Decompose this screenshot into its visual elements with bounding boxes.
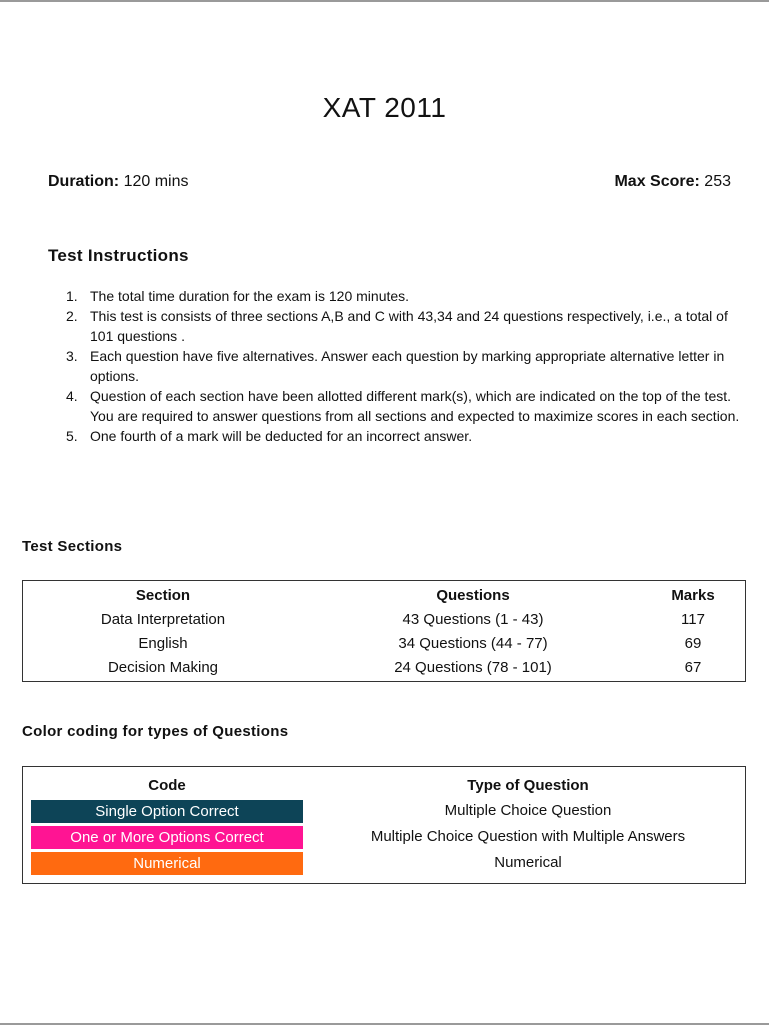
instructions-heading: Test Instructions xyxy=(48,246,189,265)
duration-label: Duration: xyxy=(48,173,120,190)
test-sections-heading: Test Sections xyxy=(22,538,123,555)
question-type: Multiple Choice Question with Multiple Answers xyxy=(370,828,686,845)
column-header-code: Code xyxy=(148,777,186,794)
instruction-text: One fourth of a mark will be deducted for an incorrect answer. xyxy=(90,428,473,444)
duration-value: 120 mins xyxy=(123,173,189,190)
instruction-item xyxy=(66,306,740,346)
section-name: English xyxy=(138,635,188,652)
instruction-number: 1. xyxy=(66,288,78,304)
section-name: Decision Making xyxy=(107,659,219,676)
instruction-item xyxy=(66,286,740,306)
question-type: Numerical xyxy=(494,854,562,871)
instructions-list xyxy=(66,286,740,446)
section-questions: 34 Questions (44 - 77) xyxy=(398,635,548,652)
instruction-number: 4. xyxy=(66,388,78,404)
instruction-text: Question of each section have been allotted different mark(s), which are indicated on the top of the test. You are required to answer questions from all sections and expected to maximize scores in each section. xyxy=(90,388,740,424)
code-chip-single-option: Single Option Correct xyxy=(31,800,303,823)
column-header-questions: Questions xyxy=(436,587,510,604)
duration xyxy=(48,173,188,191)
code-chip-numerical: Numerical xyxy=(31,852,303,875)
max-score-label: Max Score: xyxy=(614,173,700,190)
question-type: Multiple Choice Question xyxy=(444,802,612,819)
code-chip-multiple-options: One or More Options Correct xyxy=(31,826,303,849)
test-sections-table xyxy=(22,580,746,682)
instruction-number: 5. xyxy=(66,428,78,444)
column-header-marks: Marks xyxy=(671,587,715,604)
color-coding-heading: Color coding for types of Questions xyxy=(22,723,289,740)
instruction-number: 3. xyxy=(66,348,78,364)
max-score xyxy=(614,173,731,191)
instruction-item xyxy=(66,386,740,426)
column-header-type: Type of Question xyxy=(467,777,589,794)
section-questions: 43 Questions (1 - 43) xyxy=(402,611,544,628)
bottom-border xyxy=(0,1023,769,1025)
section-marks: 69 xyxy=(684,635,702,652)
instruction-text: This test is consists of three sections A,B and C with 43,34 and 24 questions respectively, i.e., a total of 101 questions . xyxy=(90,308,728,344)
instruction-item xyxy=(66,426,740,446)
page-title: XAT 2011 xyxy=(322,92,447,123)
section-name: Data Interpretation xyxy=(100,611,226,628)
max-score-value: 253 xyxy=(704,173,731,190)
instruction-text: The total time duration for the exam is 120 minutes. xyxy=(90,288,410,304)
instruction-item xyxy=(66,346,740,386)
top-border xyxy=(0,0,769,2)
section-questions: 24 Questions (78 - 101) xyxy=(394,659,552,676)
section-marks: 67 xyxy=(684,659,702,676)
instruction-text: Each question have five alternatives. Answer each question by marking appropriate alternative letter in options. xyxy=(90,348,725,384)
color-coding-table xyxy=(22,766,746,884)
instruction-number: 2. xyxy=(66,308,78,324)
column-header-section: Section xyxy=(135,587,191,604)
section-marks: 117 xyxy=(681,611,705,628)
